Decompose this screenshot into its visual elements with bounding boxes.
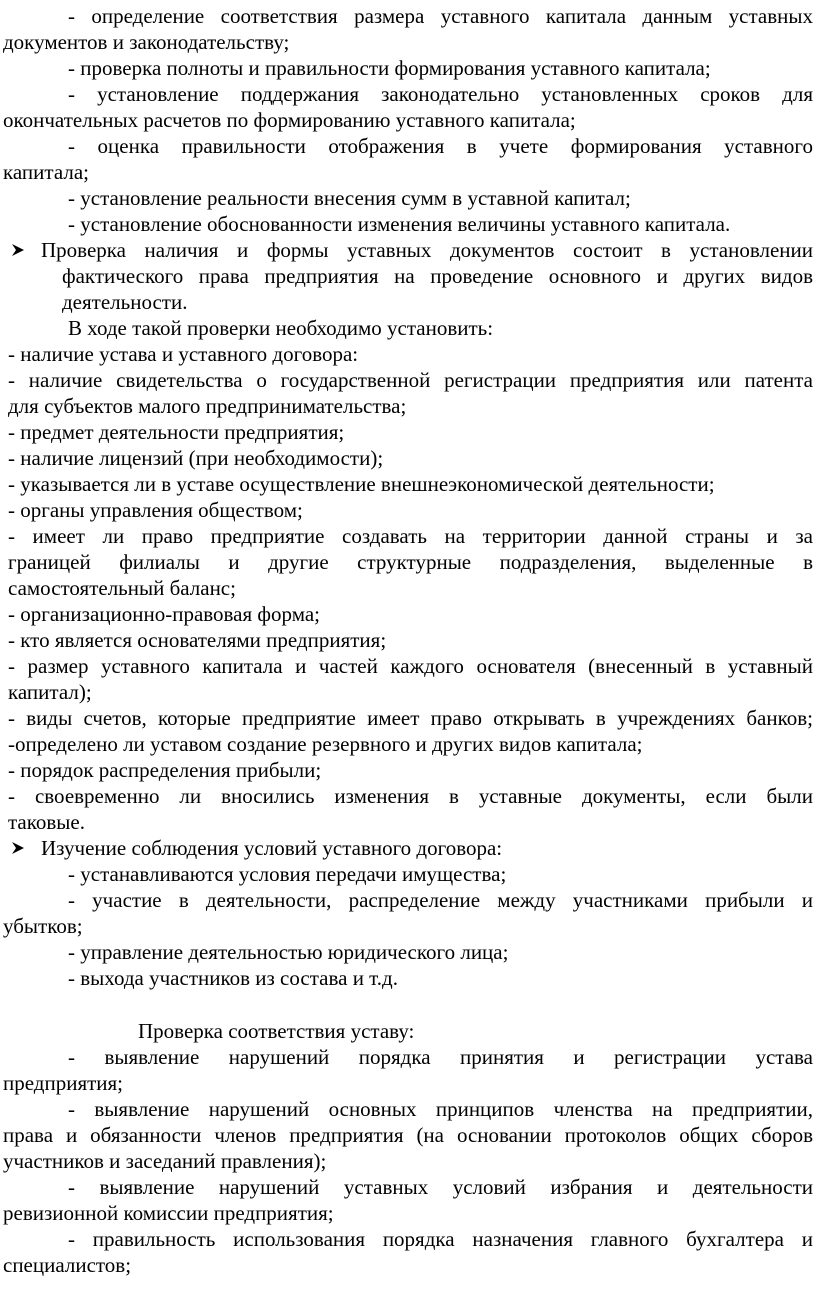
text-line: - размер уставного капитала и частей каждого основателя (внесенный в уставный xyxy=(8,654,813,678)
text-line: - правильность использования порядка назначения главного бухгалтера и xyxy=(68,1227,813,1251)
text-line: - органы управления обществом; xyxy=(8,498,303,522)
text-line: специалистов; xyxy=(3,1253,132,1277)
text-line: - определение соответствия размера уставного капитала данным уставных xyxy=(68,4,813,28)
text-line: В ходе такой проверки необходимо установить: xyxy=(68,316,494,340)
text-line: - предмет деятельности предприятия; xyxy=(8,420,345,444)
text-line: - участие в деятельности, распределение между участниками прибыли и xyxy=(68,888,813,912)
text-line: - выхода участников из состава и т.д. xyxy=(68,966,398,990)
text-line: - оценка правильности отображения в учете формирования уставного xyxy=(68,134,813,158)
text-line: - наличие лицензий (при необходимости); xyxy=(8,446,384,470)
text-line: - порядок распределения прибыли; xyxy=(8,758,322,782)
text-line: - кто является основателями предприятия; xyxy=(8,628,387,652)
text-line: - установление поддержания законодательно установленных сроков для xyxy=(68,82,813,106)
text-line: - выявление нарушений основных принципов членства на предприятии, xyxy=(68,1097,813,1121)
text-line: - своевременно ли вносились изменения в уставные документы, если были xyxy=(8,784,813,808)
text-line: - устанавливаются условия передачи имущества; xyxy=(68,862,507,886)
text-line: - проверка полноты и правильности формирования уставного капитала; xyxy=(68,56,711,80)
text-line: самостоятельный баланс; xyxy=(8,576,236,600)
text-line: - управление деятельностью юридического лица; xyxy=(68,940,509,964)
text-line: -определено ли уставом создание резервного и других видов капитала; xyxy=(8,732,643,756)
text-line: капитала; xyxy=(3,160,89,184)
text-line: - организационно-правовая форма; xyxy=(8,602,321,626)
text-line: фактического права предприятия на проведение основного и других видов xyxy=(62,264,813,288)
text-line: - имеет ли право предприятие создавать на территории данной страны и за xyxy=(8,524,813,548)
text-line: окончательных расчетов по формированию уставного капитала; xyxy=(3,108,576,132)
text-line: - выявление нарушений порядка принятия и регистрации устава xyxy=(68,1045,813,1069)
text-line: - установление обоснованности изменения величины уставного капитала. xyxy=(68,212,731,236)
text-line: границей филиалы и другие структурные подразделения, выделенные в xyxy=(8,550,813,574)
section-heading: Проверка соответствия уставу: xyxy=(138,1019,415,1043)
text-line: права и обязанности членов предприятия (на основании протоколов общих сборов xyxy=(3,1123,813,1147)
text-line: - наличие устава и уставного договора: xyxy=(8,342,359,366)
text-line: документов и законодательству; xyxy=(3,30,290,54)
text-line: - наличие свидетельства о государственной регистрации предприятия или патента xyxy=(8,368,813,392)
text-line: - указывается ли в уставе осуществление внешнеэкономической деятельности; xyxy=(8,472,715,496)
text-line: Проверка наличия и формы уставных документов состоит в установлении xyxy=(41,238,813,262)
text-line: таковые. xyxy=(8,810,85,834)
text-line: для субъектов малого предпринимательства; xyxy=(8,394,407,418)
text-line: предприятия; xyxy=(3,1071,124,1095)
text-line: - выявление нарушений уставных условий избрания и деятельности xyxy=(68,1175,813,1199)
text-line: убытков; xyxy=(3,914,83,938)
text-line: - установление реальности внесения сумм в уставной капитал; xyxy=(68,186,631,210)
text-line: - виды счетов, которые предприятие имеет право открывать в учреждениях банков; xyxy=(8,706,813,730)
text-line: ревизионной комиссии предприятия; xyxy=(3,1201,334,1225)
text-line: деятельности. xyxy=(62,290,188,314)
text-line: участников и заседаний правления); xyxy=(3,1149,327,1173)
text-line: капитал); xyxy=(8,680,92,704)
text-line: Изучение соблюдения условий уставного договора: xyxy=(41,836,503,860)
